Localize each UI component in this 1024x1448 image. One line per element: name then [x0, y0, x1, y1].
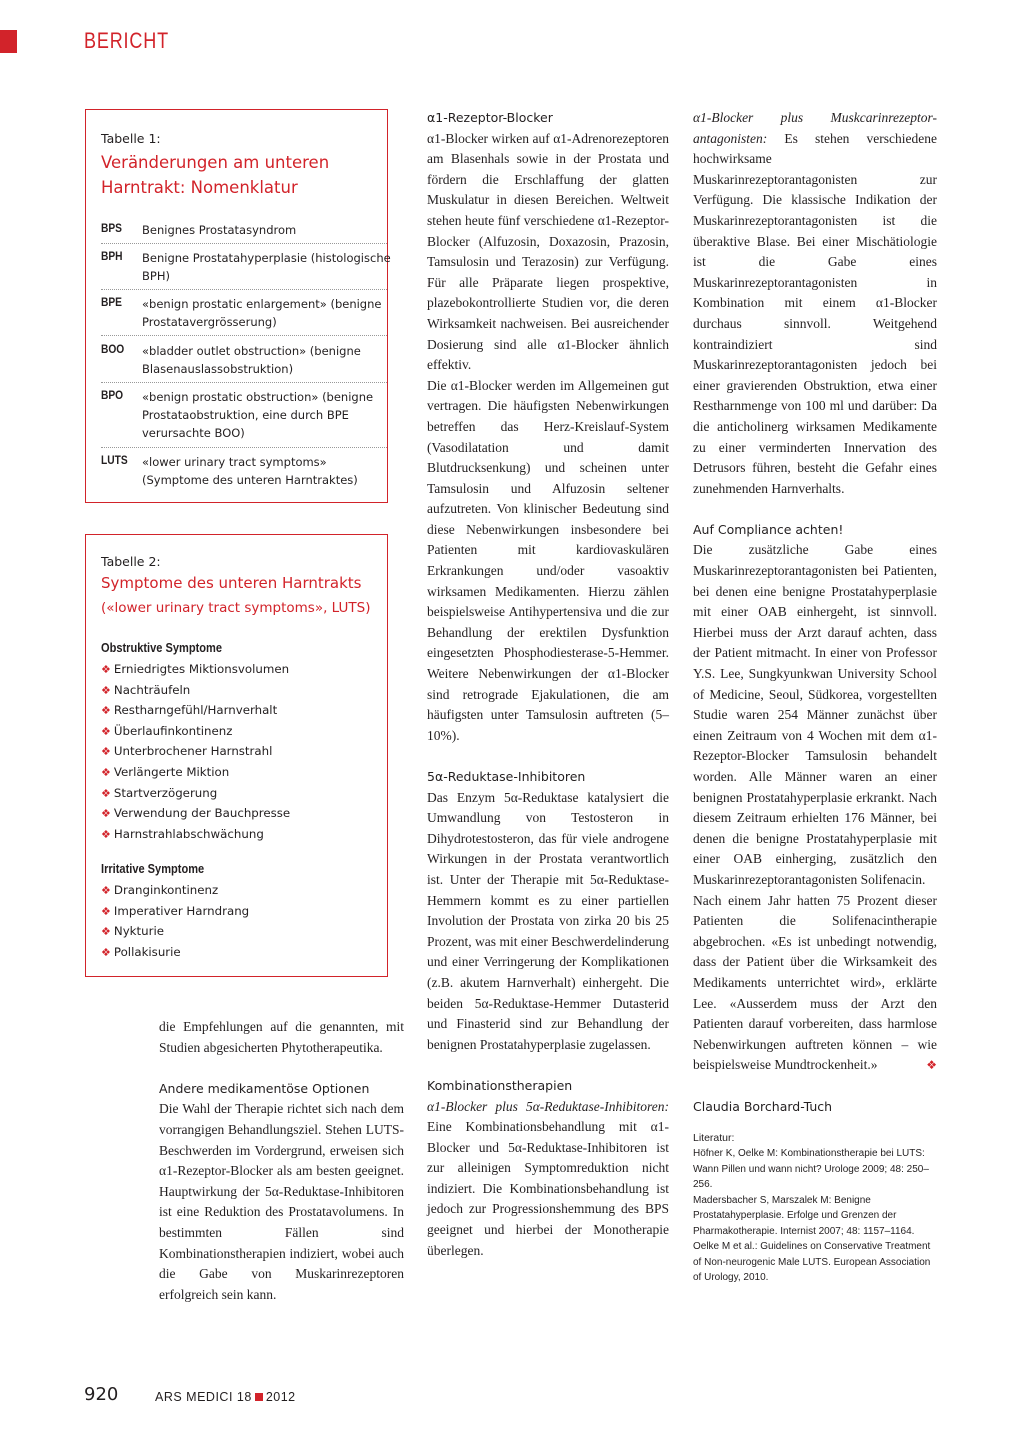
list-item — [101, 806, 290, 820]
diamond-bullet-icon: ❖ — [101, 945, 111, 959]
diamond-bullet-icon: ❖ — [101, 663, 111, 676]
list-item — [101, 945, 181, 959]
paragraph: Die zusätzliche Gabe eines Muskarinrezeptorantagonisten bei Patienten, bei denen eine benigne Prostatahyperplasie mit einer OAB einhergeht, ist sinnvoll. Hierbei muss der Arzt darauf achten, dass der Patient mitmacht. In einer von Professor Y.S. Lee, Sungkyunkwan University School of Medicine, Seoul, Südkorea, vorgestellten Studie waren 254 Männer zunächst über einen Zeitraum von 4 Wochen mit dem α1-Rezeptor-Blocker Tamsulosin behandelt worden. Alle Männer waren an einer benignen Prostatahyperplasie erkrankt. Nach diesem Zeitraum erhielten 176 Männer, bei denen die benigne Prostatahyperplasie mit einer OAB einherging, zusätzlich den Muskarinrezeptorantagonisten Solifenacin. — [693, 542, 937, 887]
list-item — [101, 703, 277, 717]
row-definition: «benign prostatic obstruction» (benigne Prostataobstruktion, eine durch BPE verursachte BOO) — [142, 390, 374, 440]
paragraph-text: Es stehen verschiedene hochwirksame Muskarinrezeptorantagonisten zur Verfügung. Die klassische Indikation der Muskarinrezeptorantagonisten ist die überaktive Blase. Bei einer Mischätiologie ist die Gabe eines Muskarinrezeptorantagonisten in Kombination mit einem α1-Blocker durchaus sinnvoll. Weitgehend kontraindiziert sind Muskarinrezeptorantagonisten jedoch bei einer gravierenden Obstruktion, etwa einer Restharnmenge von 100 ml und darüber: Da die anticholinerg wirksamen Medikamente zu einer verminderten Innervation des Detrusors führen, besteht die Gefahr eines zunehmenden Harnverhalts. — [693, 130, 937, 496]
journal-name: ARS MEDICI 18 — [155, 1390, 252, 1404]
row-abbr: BPH — [101, 249, 123, 263]
list-item-text: Imperativer Harndrang — [113, 903, 250, 918]
subheading: Andere medikamentöse Optionen — [159, 1080, 370, 1096]
diamond-bullet-icon: ❖ — [101, 704, 111, 718]
reference: Madersbacher S, Marszalek M: Benigne Prostatahyperplasie. Erfolge und Grenzen der Pharmakotherapie. Internist 2007; 48: 1157–1164. — [693, 1194, 915, 1237]
subheading: Kombinationstherapien — [427, 1077, 573, 1093]
list-item — [101, 662, 289, 676]
italic-lead: α1-Blocker plus Muskcarinrezeptor-antagonisten: — [693, 110, 937, 146]
list-item-text: Verwendung der Bauchpresse — [113, 806, 291, 821]
diamond-bullet-icon: ❖ — [101, 683, 111, 697]
list-item — [101, 765, 229, 779]
column-left-text — [159, 1017, 404, 1305]
list-item-text: Erniedrigtes Miktionsvolumen — [113, 662, 290, 676]
list-item — [101, 744, 272, 758]
list-item-text: Unterbrochener Harnstrahl — [113, 744, 273, 759]
row-abbr: BPO — [101, 388, 124, 402]
list-item-text: Pollakisurie — [113, 944, 181, 959]
list-item-text: Harnstrahlabschwächung — [113, 826, 264, 841]
row-divider — [101, 289, 387, 290]
irritative-heading: Irritative Symptome — [101, 861, 205, 876]
diamond-bullet-icon: ❖ — [101, 925, 111, 939]
list-item — [101, 924, 164, 938]
row-divider — [101, 447, 387, 448]
paragraph-text: Eine Kombinationsbehandlung mit α1-Blocker und 5α-Reduktase-Inhibitoren ist zur alleinigen Symptomreduktion nicht indiziert. Die Kombinationsbehandlung ist jedoch zur Progressionshemmung des BPS geeignet und hierbei der Monotherapie überlegen. — [427, 1119, 669, 1258]
row-abbr: BOO — [101, 342, 125, 356]
table-2-subtitle: («lower urinary tract symptoms», LUTS) — [101, 600, 371, 616]
author-name: Claudia Borchard-Tuch — [693, 1098, 833, 1114]
list-item — [101, 724, 232, 738]
list-item-text: Nachträufeln — [113, 682, 191, 697]
list-item — [101, 904, 249, 918]
list-item-text: Restharngefühl/Harnverhalt — [113, 703, 278, 718]
list-item-text: Nykturie — [113, 924, 165, 939]
reference: Oelke M et al.: Guidelines on Conservative Treatment of Non-neurogenic Male LUTS. European Association of Urology, 2010. — [693, 1241, 931, 1283]
paragraph-text: Nach einem Jahr hatten 75 Prozent dieser Patienten die Solifenacintherapie abgebrochen. «Es ist unbedingt notwendig, dass der Patient über die Wirksamkeit des Medikaments unterrichtet wird», erklärte Lee. «Ausserdem muss der Arzt den Patienten darauf vorbereiten, dass harmlose Nebenwirkungen auftreten können – wie beispielsweise Mundtrockenheit.» — [693, 892, 937, 1073]
footer-journal — [155, 1390, 296, 1404]
square-icon — [255, 1393, 263, 1401]
subheading: α1-Rezeptor-Blocker — [427, 110, 553, 125]
list-item — [101, 786, 217, 800]
paragraph: α1-Blocker wirken auf α1-Adrenorezeptoren am Blasenhals sowie in der Prostata und fördern die Erschlaffung der glatten Muskulatur in diesen Bereichen. Weltweit stehen heute fünf verschiedene α1-Rezeptor-Blocker (Alfuzosin, Doxazosin, Prazosin, Tamsulosin und Terazosin) zur Verfügung. Für alle Präparate liegen prospektive, plazebokontrollierte Studien vor, die deren Wirksamkeit nachweisen. Bei ausreichender Dosierung sind alle α1-Blocker ähnlich effektiv. — [427, 130, 669, 373]
section-title: BERICHT — [84, 28, 169, 53]
row-definition: «lower urinary tract symptoms» (Symptome des unteren Harntraktes) — [142, 455, 358, 487]
paragraph: Das Enzym 5α-Reduktase katalysiert die Umwandlung von Testosteron in Dihydrotestosteron, das für viele androgene Wirkungen in der Prostata verantwortlich ist. Unter der Therapie mit 5α-Reduktase-Hemmern kommt es zu einer partiellen Involution der Prostata von zirka 20 bis 25 Prozent, was mit einer Beschwerdelinderung und einer Verringerung der Komplikationen (z.B. akutem Harnverhalt) einhergeht. Die beiden 5α-Reduktase-Hemmer Dutasterid und Finasterid sind zur Behandlung der benignen Prostatahyperplasie zugelassen. — [427, 789, 669, 1052]
paragraph — [427, 1097, 669, 1262]
table-1-label: Tabelle 1: — [101, 131, 161, 146]
row-divider — [101, 243, 387, 244]
diamond-bullet-icon: ❖ — [101, 786, 111, 800]
diamond-bullet-icon: ❖ — [101, 766, 111, 779]
table-2 — [85, 534, 388, 977]
list-item-text: Startverzögerung — [113, 785, 218, 800]
table-1 — [85, 109, 391, 503]
paragraph: die Empfehlungen auf die genannten, mit Studien abgesicherten Phytotherapeutika. — [159, 1019, 404, 1055]
corner-marker — [0, 30, 17, 53]
diamond-bullet-icon: ❖ — [101, 884, 111, 897]
paragraph: Die Wahl der Therapie richtet sich nach dem vorrangigen Behandlungsziel. Stehen LUTS-Beschwerden im Vordergrund, erweisen sich α1-Rezeptor-Blocker als am besten geeignet. Hauptwirkung der 5α-Reduktase-Inhibitoren ist eine Reduktion des Prostatavolumens. In bestimmten Fällen sind Kombinationstherapien indiziert, wobei auch die Gabe von Muskarinrezeptoren erfolgreich sein kann. — [159, 1101, 404, 1302]
journal-year: 2012 — [265, 1390, 296, 1404]
paragraph — [693, 108, 937, 499]
row-abbr: LUTS — [101, 453, 128, 467]
row-definition: Benigne Prostatahyperplasie (histologische BPH) — [142, 251, 391, 283]
end-mark-icon: ❖ — [926, 1058, 937, 1073]
row-abbr: BPE — [101, 295, 122, 309]
subheading: Auf Compliance achten! — [693, 521, 844, 537]
list-item — [101, 683, 190, 697]
diamond-bullet-icon: ❖ — [101, 745, 111, 759]
diamond-bullet-icon: ❖ — [101, 904, 111, 918]
paragraph: Die α1-Blocker werden im Allgemeinen gut vertragen. Die häufigsten Nebenwirkungen betreffen das Herz-Kreislauf-System (Vasodilatation und damit Blutdrucksenkung) und scheinen unter Tamsulosin und Alfuzosin seltener aufzutreten. Von klinischer Bedeutung sind diese Nebenwirkungen insbesondere bei Patienten mit kardiovaskulären Erkrankungen und/oder vasoaktiv wirksamen Medikamenten. Hierzu zählen beispielsweise Antihypertensiva und die zur Behandlung der erektilen Dysfunktion eingesetzten Phosphodiesterase-5-Hemmer. Weitere Nebenwirkungen der α1-Blocker sind retrograde Ejakulationen, die am häufigsten unter Tamsulosin auftreten (5–10%). — [427, 377, 669, 743]
row-definition: «benign prostatic enlargement» (benigne Prostatavergrösserung) — [142, 297, 382, 329]
column-middle-text — [427, 108, 669, 1261]
table-2-title: Symptome des unteren Harntrakts — [101, 574, 362, 592]
diamond-bullet-icon: ❖ — [101, 807, 111, 821]
row-abbr: BPS — [101, 221, 122, 235]
column-right-text — [693, 108, 937, 1286]
reference: Höfner K, Oelke M: Kombinationstherapie bei LUTS: Wann Pillen und wann nicht? Urologe 2009; 48: 250–256. — [693, 1148, 929, 1190]
list-item-text: Verlängerte Miktion — [113, 765, 230, 779]
paragraph — [693, 891, 937, 1076]
diamond-bullet-icon: ❖ — [101, 827, 111, 841]
list-item — [101, 827, 264, 841]
table-2-label: Tabelle 2: — [101, 554, 161, 569]
subheading: 5α-Reduktase-Inhibitoren — [427, 769, 586, 784]
list-item — [101, 883, 218, 897]
obstructive-heading: Obstruktive Symptome — [101, 640, 222, 655]
row-divider — [101, 382, 387, 383]
table-1-title: Veränderungen am unteren Harntrakt: Nomenklatur — [101, 153, 330, 197]
literature — [693, 1131, 937, 1286]
list-item-text: Überlaufinkontinenz — [113, 723, 233, 738]
diamond-bullet-icon: ❖ — [101, 724, 111, 738]
page-number: 920 — [84, 1384, 119, 1405]
italic-lead: α1-Blocker plus 5α-Reduktase-Inhibitoren: — [427, 1098, 669, 1114]
row-divider — [101, 335, 387, 336]
row-definition: «bladder outlet obstruction» (benigne Blasenauslassobstruktion) — [142, 344, 361, 376]
literature-title: Literatur: — [693, 1131, 735, 1144]
list-item-text: Dranginkontinenz — [113, 883, 219, 897]
row-definition: Benignes Prostatasyndrom — [142, 223, 297, 237]
